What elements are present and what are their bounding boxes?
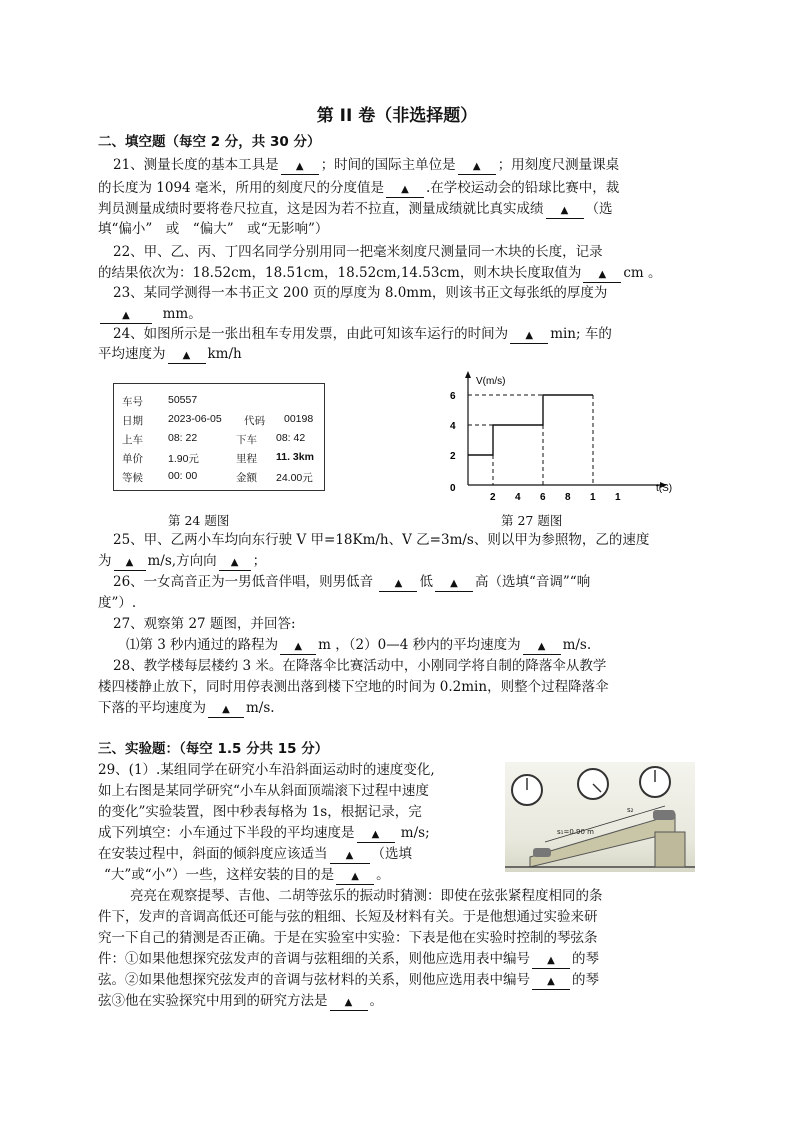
answer-blank[interactable]: ▲ — [532, 975, 570, 990]
receipt-price: 1.90元 — [168, 453, 199, 465]
q23-line1: 23、某同学测得一本书正文 200 页的厚度为 8.0mm，则该书正文每张纸的厚度为 — [113, 285, 608, 301]
q29-para-line2: 件下，发声的音调高低还可能与弦的粗细、长短及材料有关。于是他想通过实验来研 — [98, 909, 598, 925]
answer-blank[interactable]: ▲ — [208, 703, 244, 718]
x-tick-label: 1 — [590, 492, 596, 503]
q26-line1: 26、一女高音正为一男低音伴唱，则男低音 ▲ 低 ▲ 高（选填“音调”“响 — [113, 574, 591, 590]
receipt-amount-label: 金额 — [236, 472, 257, 484]
receipt-off-label: 下车 — [236, 434, 257, 446]
origin-label: 0 — [450, 483, 456, 494]
q26-line2: 度”）. — [98, 595, 137, 611]
q21-line4: 填“偏小” 或 “偏大” 或“无影响”） — [98, 221, 329, 237]
y-tick-label: 2 — [450, 451, 456, 462]
answer-blank[interactable]: ▲ — [330, 996, 368, 1011]
y-axis-arrow — [465, 371, 471, 378]
q24-line1: 24、如图所示是一张出租车专用发票，由此可知该车运行的时间为 ▲ min; 车的 — [113, 326, 612, 342]
fig24-caption: 第 24 题图 — [168, 513, 230, 528]
answer-blank[interactable]: ▲ — [379, 577, 417, 592]
y-tick-label: 6 — [450, 391, 456, 402]
answer-blank[interactable]: ▲ — [219, 556, 251, 571]
q29-line6: “大”或“小”）一些，这样安装的目的是 ▲ 。 — [104, 867, 390, 883]
q29-para-line3: 究一下自己的猜测是否正确。于是在实验室中实验：下表是他在实验时控制的琴弦条 — [98, 930, 598, 946]
receipt-date-label: 日期 — [122, 415, 143, 427]
q29-para-line6: 弦③他在实验探究中用到的研究方法是 ▲ 。 — [98, 993, 383, 1009]
q27-line2: ⑴第 3 秒内通过的路程为 ▲ m ，（2）0—4 秒内的平均速度为 ▲ m/s. — [126, 637, 592, 653]
q29-line1: 29、(1）.某组同学在研究小车沿斜面运动时的速度变化, — [98, 762, 435, 778]
q25-line1: 25、甲、乙两小车均向东行驶 V 甲=18Km/h、V 乙=3m/s、则以甲为参照物，乙的速度 — [113, 532, 650, 548]
q21-line3: 判员测量成绩时要将卷尺拉直，这是因为若不拉直，测量成绩就比真实成绩 ▲ （选 — [98, 201, 613, 217]
receipt-code: 00198 — [284, 413, 314, 425]
receipt-amount: 24.00元 — [276, 472, 313, 484]
answer-blank[interactable]: ▲ — [168, 349, 206, 364]
photo-s1-label: s₁=0.90 m — [557, 828, 594, 836]
y-tick-label: 4 — [450, 421, 456, 432]
q27-line1: 27、观察第 27 题图，并回答: — [113, 616, 296, 632]
q29-para-line1: 亮亮在观察提琴、吉他、二胡等弦乐的振动时猜测：即使在弦张紧程度相同的条 — [130, 888, 603, 904]
q29-line2: 如上右图是某同学研究“小车从斜面顶端滚下过程中速度 — [98, 783, 429, 799]
page-title: 第 II 卷（非选择题） — [316, 106, 478, 126]
receipt-distance-label: 里程 — [236, 453, 257, 465]
velocity-series-line — [468, 395, 593, 455]
q24-line2: 平均速度为 ▲ km/h — [98, 346, 242, 362]
velocity-time-chart — [440, 365, 673, 505]
x-axis-label: t(S) — [656, 483, 673, 494]
receipt-wait: 00: 00 — [168, 470, 198, 482]
x-tick-label: 6 — [540, 492, 546, 503]
answer-blank[interactable]: ▲ — [386, 183, 424, 198]
x-tick-label: 8 — [565, 492, 571, 503]
answer-blank[interactable]: ▲ — [546, 204, 584, 219]
answer-blank[interactable]: ▲ — [583, 268, 621, 283]
receipt-date: 2023-06-05 — [168, 413, 222, 425]
taxi-receipt — [113, 383, 325, 491]
answer-blank[interactable]: ▲ — [523, 640, 561, 655]
q28-line3: 下落的平均速度为 ▲ m/s. — [98, 700, 275, 716]
y-axis-label: V(m/s) — [476, 376, 506, 387]
answer-blank[interactable]: ▲ — [357, 828, 395, 843]
answer-blank[interactable]: ▲ — [435, 577, 473, 592]
q28-line1: 28、教学楼每层楼约 3 米。在降落伞比赛活动中，小刚同学将自制的降落伞从教学 — [113, 658, 607, 674]
q29-para-line4: 件：①如果他想探究弦发声的音调与弦粗细的关系，则他应选用表中编号 ▲ 的琴 — [98, 951, 599, 967]
answer-blank[interactable]: ▲ — [281, 160, 319, 175]
answer-blank[interactable]: ▲ — [532, 954, 570, 969]
q28-line2: 楼四楼静止放下，同时用停表测出落到楼下空地的时间为 0.2min，则整个过程降落伞 — [98, 679, 609, 695]
receipt-off-time: 08: 42 — [276, 432, 306, 444]
q25-line2: 为 ▲ m/s,方向向 ▲ ； — [98, 553, 267, 569]
answer-blank[interactable]: ▲ — [336, 870, 374, 885]
q21-line2: 的长度为 1094 毫米，所用的刻度尺的分度值是 ▲ .在学校运动会的铅球比赛中，裁 — [98, 180, 620, 196]
answer-blank[interactable]: ▲ — [100, 309, 152, 324]
fig27-caption: 第 27 题图 — [501, 513, 563, 528]
receipt-car-no-label: 车号 — [122, 396, 143, 408]
q23-line2: ▲ mm。 — [98, 304, 202, 324]
q29-line5: 在安装过程中，斜面的倾斜度应该适当 ▲ （选填 — [98, 846, 412, 862]
section3-heading: 三、实验题：（每空 1.5 分共 15 分） — [98, 741, 329, 757]
receipt-price-label: 单价 — [122, 453, 143, 465]
receipt-on-time: 08: 22 — [168, 432, 198, 444]
receipt-distance: 11. 3km — [276, 451, 314, 463]
q22-line1: 22、甲、乙、丙、丁四名同学分别用同一把毫米刻度尺测量同一木块的长度，记录 — [113, 244, 603, 260]
x-tick-label: 2 — [490, 492, 496, 503]
q29-line3: 的变化”实验装置，图中秒表每格为 1s，根据记录，完 — [98, 804, 422, 820]
incline-experiment-photo — [505, 762, 695, 872]
q21-line1: 21、测量长度的基本工具是 ▲ ；时间的国际主单位是 ▲ ；用刻度尺测量课桌 — [113, 157, 620, 173]
x-tick-label: 4 — [515, 492, 521, 503]
answer-blank[interactable]: ▲ — [114, 556, 146, 571]
photo-s2-label: s₂ — [627, 806, 634, 814]
receipt-on-label: 上车 — [122, 434, 143, 446]
section2-heading: 二、填空题（每空 2 分，共 30 分） — [98, 134, 321, 150]
q29-para-line5: 弦。②如果他想探究弦发声的音调与弦材料的关系，则他应选用表中编号 ▲ 的琴 — [98, 972, 599, 988]
q29-line4: 成下列填空：小车通过下半段的平均速度是 ▲ m/s; — [98, 825, 430, 841]
receipt-car-no: 50557 — [168, 394, 198, 406]
answer-blank[interactable]: ▲ — [330, 849, 370, 864]
x-tick-label: 1 — [615, 492, 621, 503]
q22-line2: 的结果依次为：18.52cm，18.51cm，18.52cm,14.53cm，则木块长度取值为 ▲ cm 。 — [98, 265, 662, 281]
answer-blank[interactable]: ▲ — [280, 640, 316, 655]
receipt-wait-label: 等候 — [122, 472, 143, 484]
answer-blank[interactable]: ▲ — [510, 329, 548, 344]
answer-blank[interactable]: ▲ — [458, 160, 496, 175]
receipt-code-label: 代码 — [244, 415, 265, 427]
